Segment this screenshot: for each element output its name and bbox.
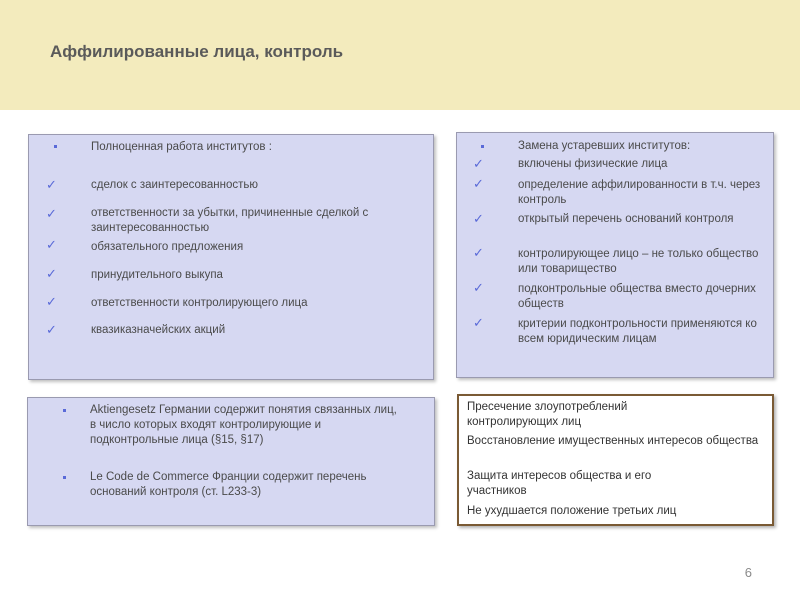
checkmark-icon: ✓ [46,206,57,221]
goals-box [457,394,774,526]
list-item: определение аффилированности в т.ч. через контроль [518,179,761,206]
list-item: контролирующее лицо – не только общество или товарищество [518,248,759,275]
checkmark-icon: ✓ [473,156,484,171]
checkmark-icon: ✓ [473,245,484,260]
list-item: подконтрольные общества вместо дочерних обществ [518,283,756,310]
square-bullet-icon [481,145,484,148]
foreign-law-box [27,397,435,526]
checkmark-icon: ✓ [46,177,57,192]
list-item: принудительного выкупа [91,269,223,281]
page-number: 6 [744,565,752,580]
list-item: сделок с заинтересованностью [91,179,259,191]
institutions-box [28,134,434,380]
square-bullet-icon [63,409,66,412]
checkmark-icon: ✓ [473,211,484,226]
square-bullet-icon [54,145,57,148]
list-item: открытый перечень оснований контроля [518,213,734,225]
checkmark-icon: ✓ [473,315,484,330]
replacement-box [456,132,774,378]
checkmark-icon: ✓ [46,266,57,281]
checkmark-icon: ✓ [473,176,484,191]
checkmark-icon: ✓ [46,322,57,337]
list-item: ответственности контролирующего лица [91,297,308,309]
list-item: Aktiengesetz Германии содержит понятия связанных лиц, в число которых входят контролирующие и подконтрольные лица (§15, §17) [90,404,397,446]
slide-title: Аффилированные лица, контроль [50,42,344,61]
replacement-heading: Замена устаревших институтов: [518,140,691,152]
list-item: Защита интересов общества и его участников [467,470,652,497]
list-item: Восстановление имущественных интересов общества [467,435,759,447]
institutions-heading: Полноценная работа институтов : [91,141,272,153]
list-item: Не ухудшается положение третьих лиц [467,505,677,517]
list-item: ответственности за убытки, причиненные сделкой с заинтересованностью [91,207,369,234]
list-item: обязательного предложения [91,241,244,253]
checkmark-icon: ✓ [46,294,57,309]
list-item: критерии подконтрольности применяются ко всем юридическим лицам [518,318,757,345]
list-item: Пресечение злоупотреблений контролирующих лиц [467,401,628,428]
square-bullet-icon [63,476,66,479]
checkmark-icon: ✓ [46,237,57,252]
title-bar [0,0,800,110]
checkmark-icon: ✓ [473,280,484,295]
list-item: квазиказначейских акций [91,324,226,336]
list-item: Le Code de Commerce Франции содержит перечень оснований контроля (ст. L233-3) [90,471,367,498]
list-item: включены физические лица [518,158,668,170]
